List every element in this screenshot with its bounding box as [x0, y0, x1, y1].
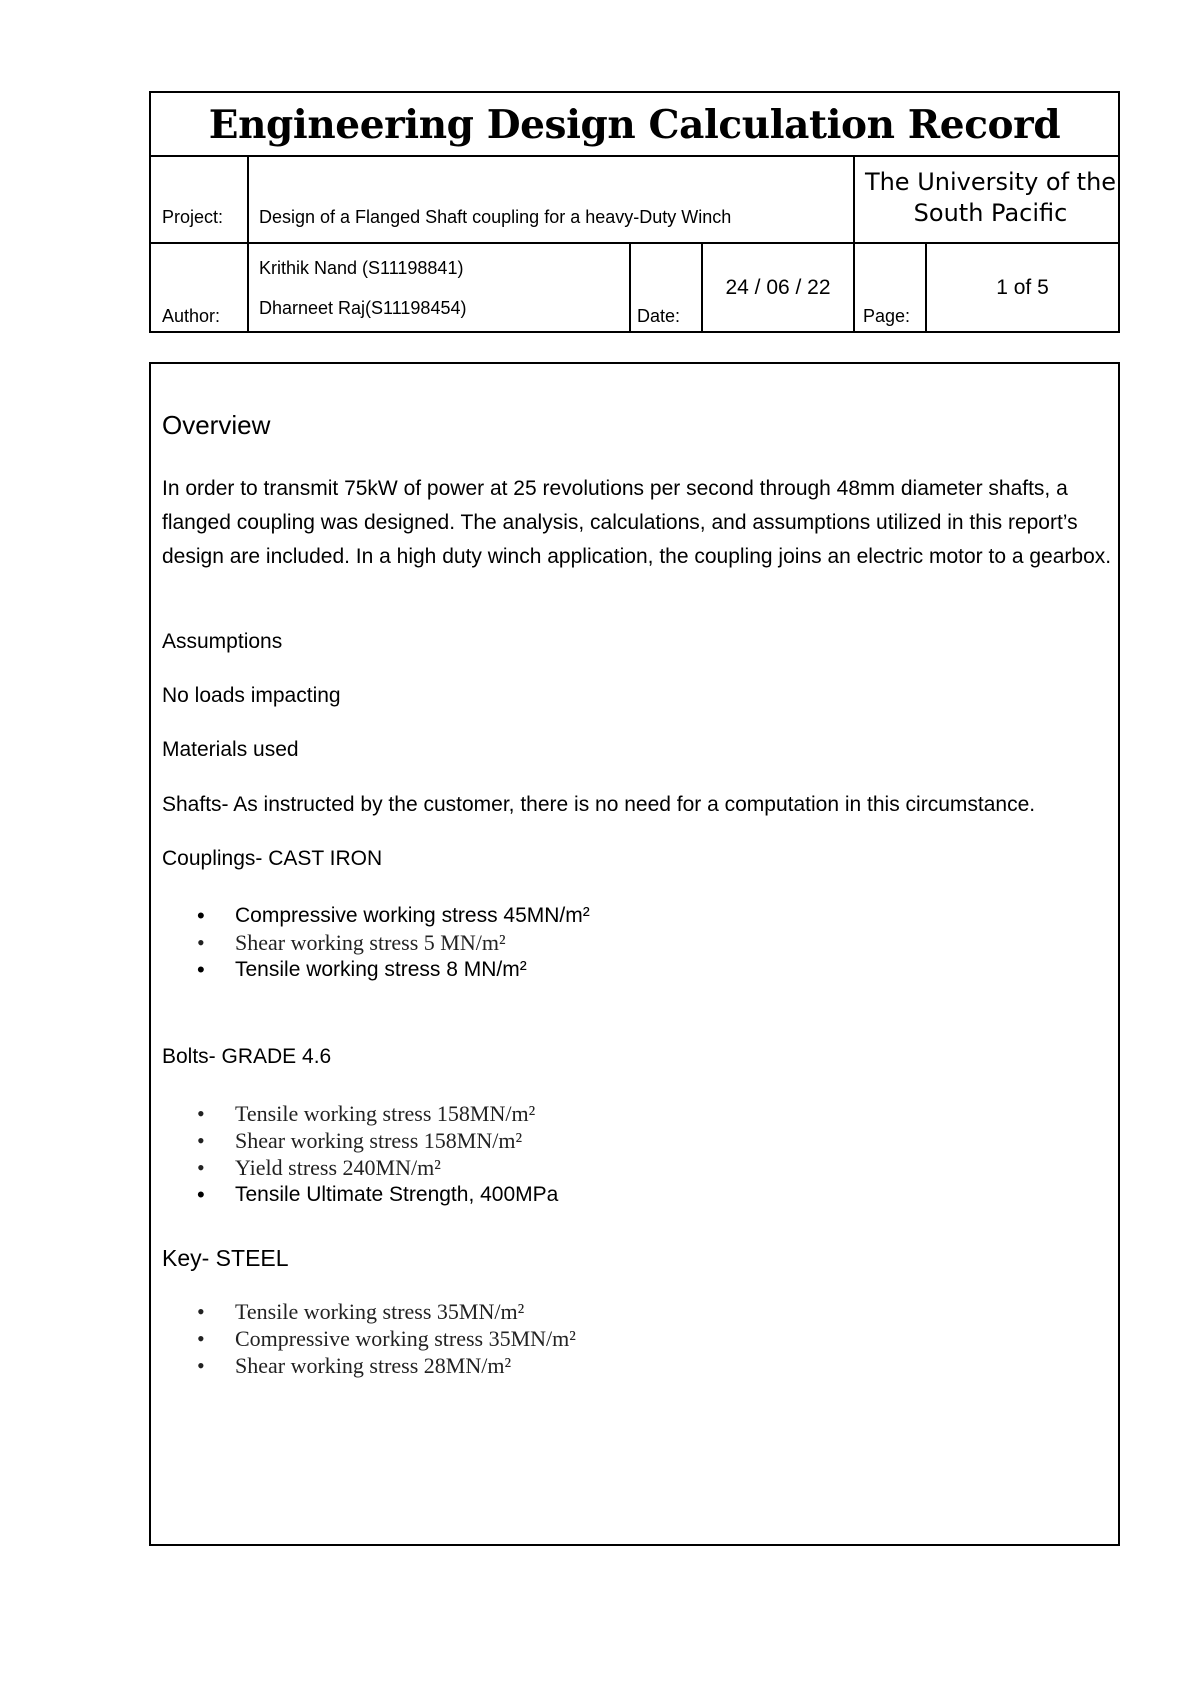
list-item: • Tensile working stress 35MN/m² [162, 1298, 576, 1325]
materials-heading: Materials used [162, 738, 299, 761]
author-row [151, 244, 1118, 331]
list-item: • Shear working stress 5 MN/m² [162, 929, 590, 956]
bolts-heading: Bolts- GRADE 4.6 [162, 1045, 332, 1068]
divider [853, 157, 855, 242]
list-item: • Compressive working stress 35MN/m² [162, 1325, 576, 1352]
bolts-list [162, 1100, 558, 1208]
project-row [151, 157, 1118, 244]
author-label: Author: [162, 306, 221, 326]
author-name-1: Krithik Nand (S11198841) [259, 258, 464, 278]
assumptions-heading: Assumptions [162, 630, 283, 653]
page-value: 1 of 5 [996, 276, 1049, 299]
divider [629, 244, 631, 331]
list-item: • Shear working stress 158MN/m² [162, 1127, 558, 1154]
overview-heading: Overview [162, 410, 271, 440]
list-item: • Yield stress 240MN/m² [162, 1154, 558, 1181]
author-name-2: Dharneet Raj(S11198454) [259, 298, 467, 318]
university-name: The University of the South Pacific [864, 168, 1117, 227]
key-heading: Key- STEEL [162, 1245, 289, 1271]
record-header-table [149, 91, 1120, 333]
list-item: • Tensile working stress 8 MN/m² [162, 956, 590, 983]
couplings-list [162, 902, 590, 983]
shafts-text: Shafts- As instructed by the customer, there is no need for a computation in this circumstance. [162, 793, 1036, 816]
couplings-heading: Couplings- CAST IRON [162, 847, 383, 870]
divider [247, 244, 249, 331]
page-label: Page: [863, 306, 911, 326]
date-label: Date: [637, 306, 681, 326]
document-title: Engineering Design Calculation Record [208, 102, 1061, 148]
overview-paragraph: In order to transmit 75kW of power at 25 revolutions per second through 48mm diameter shafts, a flanged coupling was designed. The analysis, calculations, and assumptions utilized in this report’s design are included. In a high duty winch application, the coupling joins an electric motor to a gearbox. [162, 477, 1112, 568]
calculation-body [149, 362, 1120, 1546]
list-item: • Compressive working stress 45MN/m² [162, 902, 590, 929]
project-label: Project: [162, 207, 224, 227]
project-value: Design of a Flanged Shaft coupling for a heavy-Duty Winch [259, 207, 732, 227]
list-item: • Shear working stress 28MN/m² [162, 1352, 576, 1379]
divider [853, 244, 855, 331]
assumption-item: No loads impacting [162, 684, 341, 707]
date-value: 24 / 06 / 22 [725, 276, 831, 299]
title-row [151, 93, 1118, 157]
list-item: • Tensile working stress 158MN/m² [162, 1100, 558, 1127]
divider [247, 157, 249, 242]
list-item: • Tensile Ultimate Strength, 400MPa [162, 1181, 558, 1208]
key-list [162, 1298, 576, 1379]
